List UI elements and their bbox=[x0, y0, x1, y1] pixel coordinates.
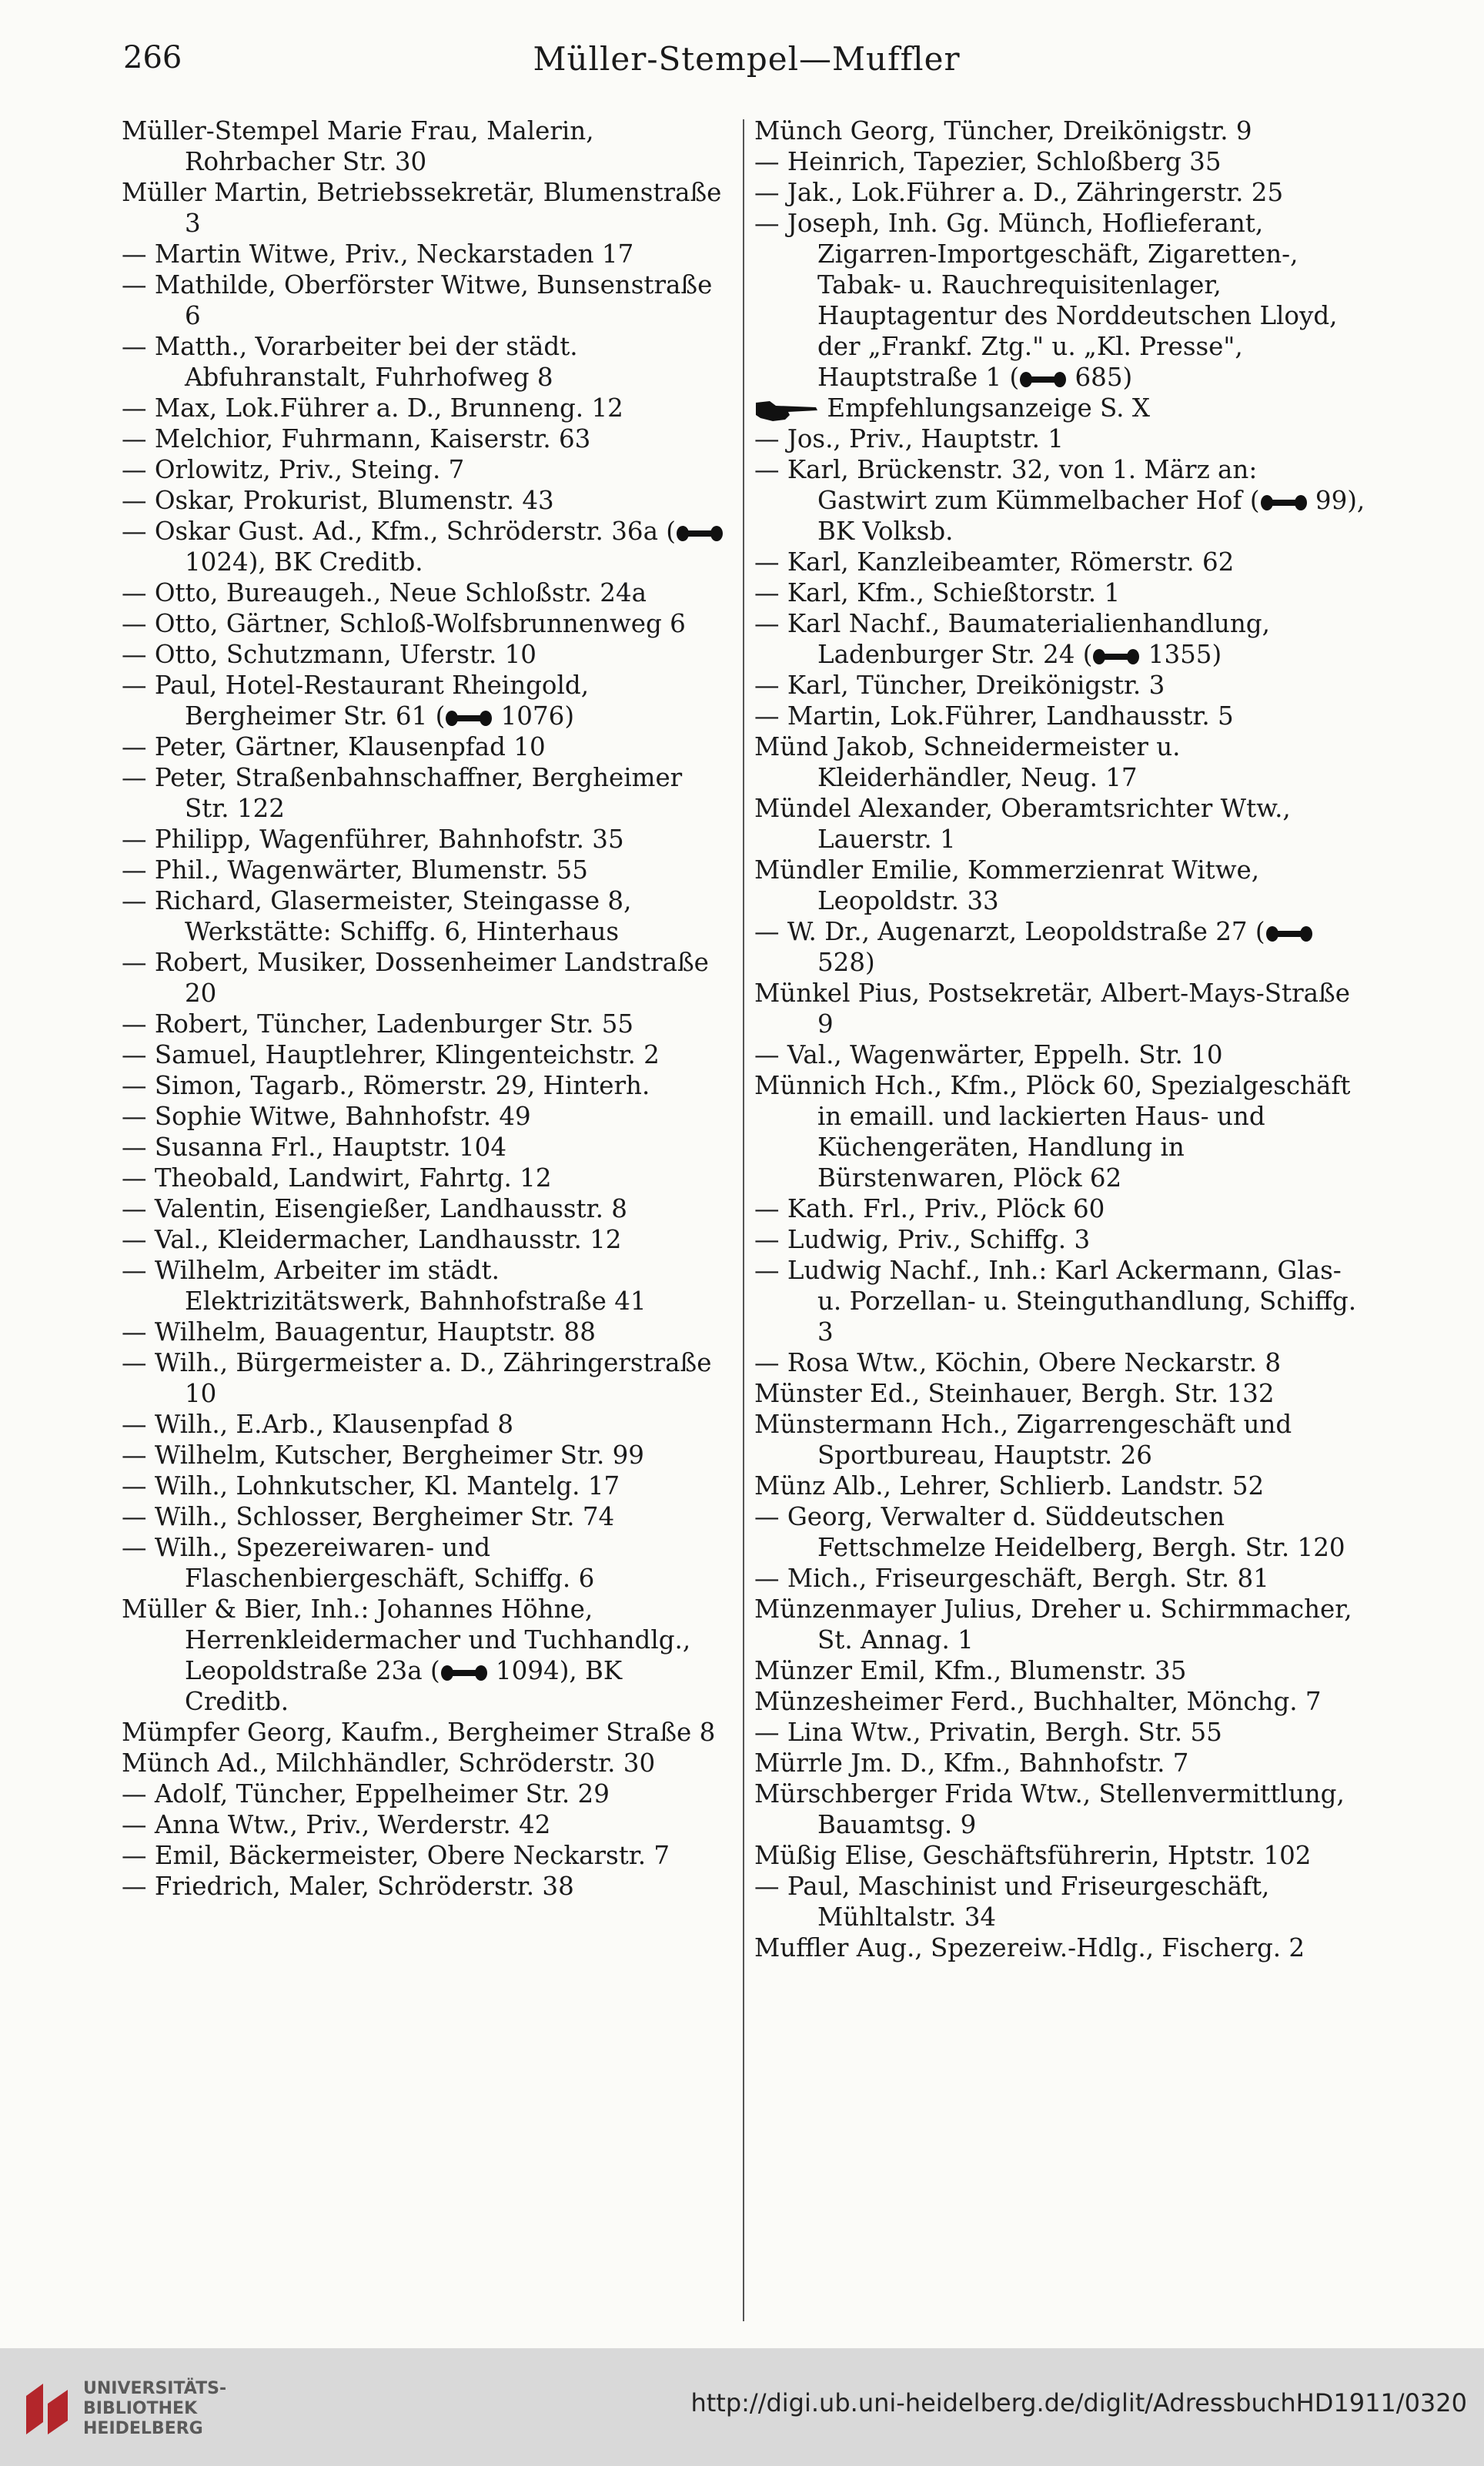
telephone-number: 99 bbox=[1315, 486, 1348, 515]
page-title: Müller-Stempel—Muffler bbox=[533, 40, 961, 78]
entry-text: — Paul, Hotel-Restaurant Rheingold, Bergheimer Str. 61 ( bbox=[122, 671, 590, 731]
telephone-number: 685 bbox=[1075, 363, 1123, 392]
entry-text: Münzer Emil, Kfm., Blumenstr. 35 bbox=[754, 1656, 1187, 1685]
entry-text: — Sophie Witwe, Bahnhofstr. 49 bbox=[122, 1102, 531, 1131]
left-column bbox=[122, 115, 734, 2333]
entry-text: — Valentin, Eisengießer, Landhausstr. 8 bbox=[122, 1194, 627, 1223]
directory-entry bbox=[122, 1009, 734, 1039]
directory-entry bbox=[122, 454, 734, 485]
entry-text: — Richard, Glasermeister, Steingasse 8, Werkstätte: Schiffg. 6, Hinterhaus bbox=[122, 886, 632, 946]
directory-entry bbox=[754, 1409, 1366, 1471]
directory-entry bbox=[122, 423, 734, 454]
source-url-link[interactable]: http://digi.ub.uni-heidelberg.de/diglit/AdressbuchHD1911/0320 bbox=[690, 2388, 1467, 2417]
entry-text: Münd Jakob, Schneidermeister u. Kleiderhändler, Neug. 17 bbox=[754, 732, 1181, 792]
directory-entry bbox=[754, 1378, 1366, 1409]
entry-text: — Joseph, Inh. Gg. Münch, Hoflieferant, Zigarren-Importgeschäft, Zigaretten-, Tabak- u. Rauchrequisitenlager, Hauptagentur des Norddeutschen Lloyd, der „Frankf. Ztg." u. „Kl. Presse", Hauptstraße 1 ( bbox=[754, 209, 1338, 392]
entry-text: Muffler Aug., Spezereiw.-Hdlg., Fischerg. 2 bbox=[754, 1933, 1305, 1962]
directory-entry bbox=[122, 577, 734, 608]
entry-text: — Oskar Gust. Ad., Kfm., Schröderstr. 36a ( bbox=[122, 517, 676, 546]
entry-text: — Val., Kleidermacher, Landhausstr. 12 bbox=[122, 1225, 622, 1254]
directory-entry bbox=[754, 701, 1366, 731]
entry-text: — Orlowitz, Priv., Steing. 7 bbox=[122, 455, 465, 484]
directory-entry bbox=[754, 1932, 1366, 1963]
entry-text: — Mathilde, Oberförster Witwe, Bunsenstraße 6 bbox=[122, 270, 713, 330]
directory-entry bbox=[754, 731, 1366, 793]
telephone-icon bbox=[1092, 648, 1140, 665]
directory-entry bbox=[122, 516, 734, 577]
entry-text: — Matth., Vorarbeiter bei der städt. Abfuhranstalt, Fuhrhofweg 8 bbox=[122, 332, 578, 392]
entry-text: — Otto, Bureaugeh., Neue Schloßstr. 24a bbox=[122, 578, 647, 607]
entry-text: — Theobald, Landwirt, Fahrtg. 12 bbox=[122, 1163, 552, 1193]
entry-text: Müller & Bier, Inh.: Johannes Höhne, Herrenkleidermacher und Tuchhandlg., Leopoldstraße 23a ( bbox=[122, 1594, 691, 1685]
pointing-hand-icon bbox=[754, 398, 819, 423]
telephone-icon bbox=[440, 1665, 488, 1681]
entry-text: — Wilhelm, Kutscher, Bergheimer Str. 99 bbox=[122, 1440, 644, 1470]
entry-text-tail: ) bbox=[865, 948, 875, 977]
entry-text: Empfehlungsanzeige S. X bbox=[827, 393, 1150, 423]
entry-text: Mümpfer Georg, Kaufm., Bergheimer Straße 8 bbox=[122, 1718, 716, 1747]
entry-text: — Lina Wtw., Privatin, Bergh. Str. 55 bbox=[754, 1718, 1222, 1747]
entry-text: — Georg, Verwalter d. Süddeutschen Fettschmelze Heidelberg, Bergh. Str. 120 bbox=[754, 1502, 1345, 1562]
directory-entry bbox=[754, 1717, 1366, 1748]
directory-entry bbox=[754, 1871, 1366, 1932]
entry-text: — Karl Nachf., Baumaterialienhandlung, Ladenburger Str. 24 ( bbox=[754, 609, 1270, 669]
directory-entry bbox=[122, 1409, 734, 1440]
entry-text: — Simon, Tagarb., Römerstr. 29, Hinterh. bbox=[122, 1071, 650, 1100]
directory-entry bbox=[754, 793, 1366, 855]
entry-text: Münch Ad., Milchhändler, Schröderstr. 30 bbox=[122, 1748, 656, 1778]
directory-entry bbox=[122, 115, 734, 177]
entry-text: — Heinrich, Tapezier, Schloßberg 35 bbox=[754, 147, 1222, 176]
directory-entry bbox=[122, 608, 734, 639]
directory-entry bbox=[754, 1471, 1366, 1501]
entry-text: Münster Ed., Steinhauer, Bergh. Str. 132 bbox=[754, 1379, 1275, 1408]
telephone-icon bbox=[1265, 925, 1313, 942]
entry-text: — Anna Wtw., Priv., Werderstr. 42 bbox=[122, 1810, 551, 1839]
entry-text: — Samuel, Hauptlehrer, Klingenteichstr. 2 bbox=[122, 1040, 660, 1069]
directory-entry bbox=[122, 1809, 734, 1840]
entry-text: — Friedrich, Maler, Schröderstr. 38 bbox=[122, 1872, 574, 1901]
column-divider bbox=[743, 119, 744, 2321]
entry-text: — Wilh., Spezereiwaren- und Flaschenbiergeschäft, Schiffg. 6 bbox=[122, 1533, 595, 1593]
library-name-line: BIBLIOTHEK bbox=[83, 2399, 198, 2418]
directory-entry bbox=[754, 393, 1366, 423]
page-header bbox=[123, 40, 1370, 86]
entry-text: Münch Georg, Tüncher, Dreikönigstr. 9 bbox=[754, 116, 1252, 146]
directory-entry bbox=[754, 115, 1366, 146]
entry-text: — Adolf, Tüncher, Eppelheimer Str. 29 bbox=[122, 1779, 610, 1809]
entry-text: — Martin, Lok.Führer, Landhausstr. 5 bbox=[754, 701, 1234, 731]
entry-text: — Otto, Schutzmann, Uferstr. 10 bbox=[122, 640, 536, 669]
right-column bbox=[754, 115, 1366, 2333]
entry-text-tail: ), BK Creditb. bbox=[248, 547, 423, 577]
directory-entry bbox=[122, 1070, 734, 1101]
telephone-icon bbox=[445, 710, 493, 727]
telephone-number: 528 bbox=[817, 948, 866, 977]
directory-entry bbox=[754, 670, 1366, 701]
entry-text: — Wilh., Lohnkutscher, Kl. Mantelg. 17 bbox=[122, 1471, 620, 1501]
entry-text: — Mich., Friseurgeschäft, Bergh. Str. 81 bbox=[754, 1564, 1269, 1593]
directory-entry bbox=[122, 239, 734, 269]
directory-entry bbox=[122, 1501, 734, 1532]
entry-text: — Wilhelm, Arbeiter im städt. Elektrizitätswerk, Bahnhofstraße 41 bbox=[122, 1256, 647, 1316]
entry-text: — Phil., Wagenwärter, Blumenstr. 55 bbox=[122, 855, 588, 885]
directory-entry bbox=[754, 1686, 1366, 1717]
entry-text: — Philipp, Wagenführer, Bahnhofstr. 35 bbox=[122, 825, 624, 854]
directory-entry bbox=[122, 1193, 734, 1224]
entry-text: Mürrle Jm. D., Kfm., Bahnhofstr. 7 bbox=[754, 1748, 1189, 1778]
telephone-number: 1076 bbox=[500, 701, 565, 731]
entry-text: — Ludwig, Priv., Schiffg. 3 bbox=[754, 1225, 1091, 1254]
university-library-logo-icon bbox=[20, 2381, 74, 2438]
entry-text: — Jak., Lok.Führer a. D., Zähringerstr. 25 bbox=[754, 178, 1284, 207]
telephone-icon bbox=[1260, 494, 1308, 511]
directory-entry bbox=[754, 978, 1366, 1039]
library-name-line: HEIDELBERG bbox=[83, 2419, 203, 2438]
directory-entry bbox=[754, 1039, 1366, 1070]
library-name-line: UNIVERSITÄTS- bbox=[83, 2379, 227, 2398]
entry-text-tail: ) bbox=[564, 701, 575, 731]
directory-entry bbox=[754, 1193, 1366, 1224]
entry-text: — Paul, Maschinist und Friseurgeschäft, Mühltalstr. 34 bbox=[754, 1872, 1270, 1932]
directory-entry bbox=[122, 1317, 734, 1347]
entry-text: Müller-Stempel Marie Frau, Malerin, Rohrbacher Str. 30 bbox=[122, 116, 594, 176]
directory-entry bbox=[122, 670, 734, 731]
telephone-number: 1024 bbox=[185, 547, 249, 577]
entry-text: — Ludwig Nachf., Inh.: Karl Ackermann, Glas- u. Porzellan- u. Steinguthandlung, Schiffg. 3 bbox=[754, 1256, 1357, 1347]
entry-text-tail: ) bbox=[1122, 363, 1133, 392]
entry-text: — Wilh., Schlosser, Bergheimer Str. 74 bbox=[122, 1502, 615, 1531]
entry-text: — Karl, Kfm., Schießtorstr. 1 bbox=[754, 578, 1121, 607]
directory-entry bbox=[754, 1778, 1366, 1840]
entry-text: — Wilh., Bürgermeister a. D., Zähringerstraße 10 bbox=[122, 1348, 712, 1408]
entry-text: — Max, Lok.Führer a. D., Brunneng. 12 bbox=[122, 393, 623, 423]
directory-entry bbox=[122, 762, 734, 824]
directory-entry bbox=[754, 177, 1366, 208]
telephone-icon bbox=[676, 525, 724, 542]
library-name bbox=[83, 2379, 226, 2439]
directory-entry bbox=[122, 1440, 734, 1471]
directory-entry bbox=[122, 1347, 734, 1409]
directory-entry bbox=[122, 639, 734, 670]
directory-entry bbox=[754, 208, 1366, 393]
entry-text: — Melchior, Fuhrmann, Kaiserstr. 63 bbox=[122, 424, 591, 453]
page-number: 266 bbox=[123, 40, 182, 75]
directory-entry bbox=[122, 885, 734, 947]
directory-entry bbox=[122, 485, 734, 516]
directory-entry bbox=[122, 1132, 734, 1163]
directory-entry bbox=[754, 423, 1366, 454]
directory-entry bbox=[122, 393, 734, 423]
entry-text: — Kath. Frl., Priv., Plöck 60 bbox=[754, 1194, 1105, 1223]
entry-text: — Martin Witwe, Priv., Neckarstaden 17 bbox=[122, 239, 634, 269]
entry-text: Mürschberger Frida Wtw., Stellenvermittlung, Bauamtsg. 9 bbox=[754, 1779, 1345, 1839]
entry-text: — Peter, Straßenbahnschaffner, Bergheimer Str. 122 bbox=[122, 763, 683, 823]
directory-entry bbox=[122, 1255, 734, 1317]
entry-text: — W. Dr., Augenarzt, Leopoldstraße 27 ( bbox=[754, 917, 1265, 946]
entry-text: — Emil, Bäckermeister, Obere Neckarstr. 7 bbox=[122, 1841, 670, 1870]
directory-entry bbox=[122, 1717, 734, 1748]
directory-entry bbox=[754, 1840, 1366, 1871]
directory-entry bbox=[122, 269, 734, 331]
directory-entry bbox=[754, 1501, 1366, 1563]
directory-entry bbox=[754, 577, 1366, 608]
entry-text: Müßig Elise, Geschäftsführerin, Hptstr. 102 bbox=[754, 1841, 1312, 1870]
directory-entry bbox=[122, 1871, 734, 1902]
entry-text: Münstermann Hch., Zigarrengeschäft und Sportbureau, Hauptstr. 26 bbox=[754, 1410, 1292, 1470]
directory-entry bbox=[754, 1070, 1366, 1193]
entry-text: Münzenmayer Julius, Dreher u. Schirmmacher, St. Annag. 1 bbox=[754, 1594, 1352, 1655]
entry-text: — Robert, Tüncher, Ladenburger Str. 55 bbox=[122, 1009, 634, 1039]
entry-text: — Robert, Musiker, Dossenheimer Landstraße 20 bbox=[122, 948, 709, 1008]
entry-text: — Val., Wagenwärter, Eppelh. Str. 10 bbox=[754, 1040, 1223, 1069]
directory-entry bbox=[122, 1748, 734, 1778]
directory-entry bbox=[754, 1594, 1366, 1655]
directory-entry bbox=[754, 547, 1366, 577]
directory-entry bbox=[122, 177, 734, 239]
entry-text: — Oskar, Prokurist, Blumenstr. 43 bbox=[122, 486, 554, 515]
directory-entry bbox=[122, 1778, 734, 1809]
directory-entry bbox=[754, 1748, 1366, 1778]
entry-text: — Peter, Gärtner, Klausenpfad 10 bbox=[122, 732, 546, 761]
entry-text: — Rosa Wtw., Köchin, Obere Neckarstr. 8 bbox=[754, 1348, 1282, 1377]
directory-entry bbox=[754, 454, 1366, 547]
directory-entry bbox=[122, 1532, 734, 1594]
directory-entry bbox=[122, 1840, 734, 1871]
entry-text-tail: ), BK Volksb. bbox=[817, 486, 1365, 546]
directory-entry bbox=[122, 1163, 734, 1193]
directory-entry bbox=[122, 1224, 734, 1255]
entry-text: Mündler Emilie, Kommerzienrat Witwe, Leopoldstr. 33 bbox=[754, 855, 1260, 915]
directory-entry bbox=[122, 331, 734, 393]
entry-text-tail: ), BK Creditb. bbox=[185, 1656, 623, 1716]
directory-entry bbox=[754, 146, 1366, 177]
entry-text: — Jos., Priv., Hauptstr. 1 bbox=[754, 424, 1064, 453]
directory-entry bbox=[754, 1563, 1366, 1594]
entry-text: — Karl, Brückenstr. 32, von 1. März an: Gastwirt zum Kümmelbacher Hof ( bbox=[754, 455, 1260, 515]
directory-entry bbox=[754, 1655, 1366, 1686]
directory-entry bbox=[122, 1594, 734, 1717]
directory-entry bbox=[754, 916, 1366, 978]
directory-entry bbox=[122, 1101, 734, 1132]
entry-text: — Karl, Kanzleibeamter, Römerstr. 62 bbox=[754, 547, 1235, 577]
directory-entry bbox=[754, 608, 1366, 670]
directory-entry bbox=[122, 731, 734, 762]
entry-text: — Wilhelm, Bauagentur, Hauptstr. 88 bbox=[122, 1317, 596, 1347]
entry-text: Müller Martin, Betriebssekretär, Blumenstraße 3 bbox=[122, 178, 722, 238]
entry-text: Münzesheimer Ferd., Buchhalter, Mönchg. 7 bbox=[754, 1687, 1322, 1716]
directory-entry bbox=[122, 855, 734, 885]
entry-text: Münkel Pius, Postsekretär, Albert-Mays-Straße 9 bbox=[754, 979, 1350, 1039]
telephone-number: 1355 bbox=[1148, 640, 1212, 669]
entry-text: — Wilh., E.Arb., Klausenpfad 8 bbox=[122, 1410, 514, 1439]
directory-entry bbox=[754, 1255, 1366, 1347]
telephone-icon bbox=[1019, 371, 1067, 388]
entry-text: — Otto, Gärtner, Schloß-Wolfsbrunnenweg 6 bbox=[122, 609, 686, 638]
directory-entry bbox=[122, 824, 734, 855]
entry-text-tail: ) bbox=[1212, 640, 1222, 669]
directory-entry bbox=[122, 1039, 734, 1070]
directory-entry bbox=[122, 1471, 734, 1501]
entry-text: — Susanna Frl., Hauptstr. 104 bbox=[122, 1133, 507, 1162]
entry-text: — Karl, Tüncher, Dreikönigstr. 3 bbox=[754, 671, 1165, 700]
directory-entry bbox=[754, 1347, 1366, 1378]
telephone-number: 1094 bbox=[495, 1656, 560, 1685]
footer-bar bbox=[0, 2348, 1484, 2466]
entry-text: Münnich Hch., Kfm., Plöck 60, Spezialgeschäft in emaill. und lackierten Haus- und Küchengeräten, Handlung in Bürstenwaren, Plöck 62 bbox=[754, 1071, 1351, 1193]
entry-text: Mündel Alexander, Oberamtsrichter Wtw., Lauerstr. 1 bbox=[754, 794, 1291, 854]
directory-entry bbox=[122, 947, 734, 1009]
directory-entry bbox=[754, 1224, 1366, 1255]
entry-text: Münz Alb., Lehrer, Schlierb. Landstr. 52 bbox=[754, 1471, 1265, 1501]
directory-entry bbox=[754, 855, 1366, 916]
